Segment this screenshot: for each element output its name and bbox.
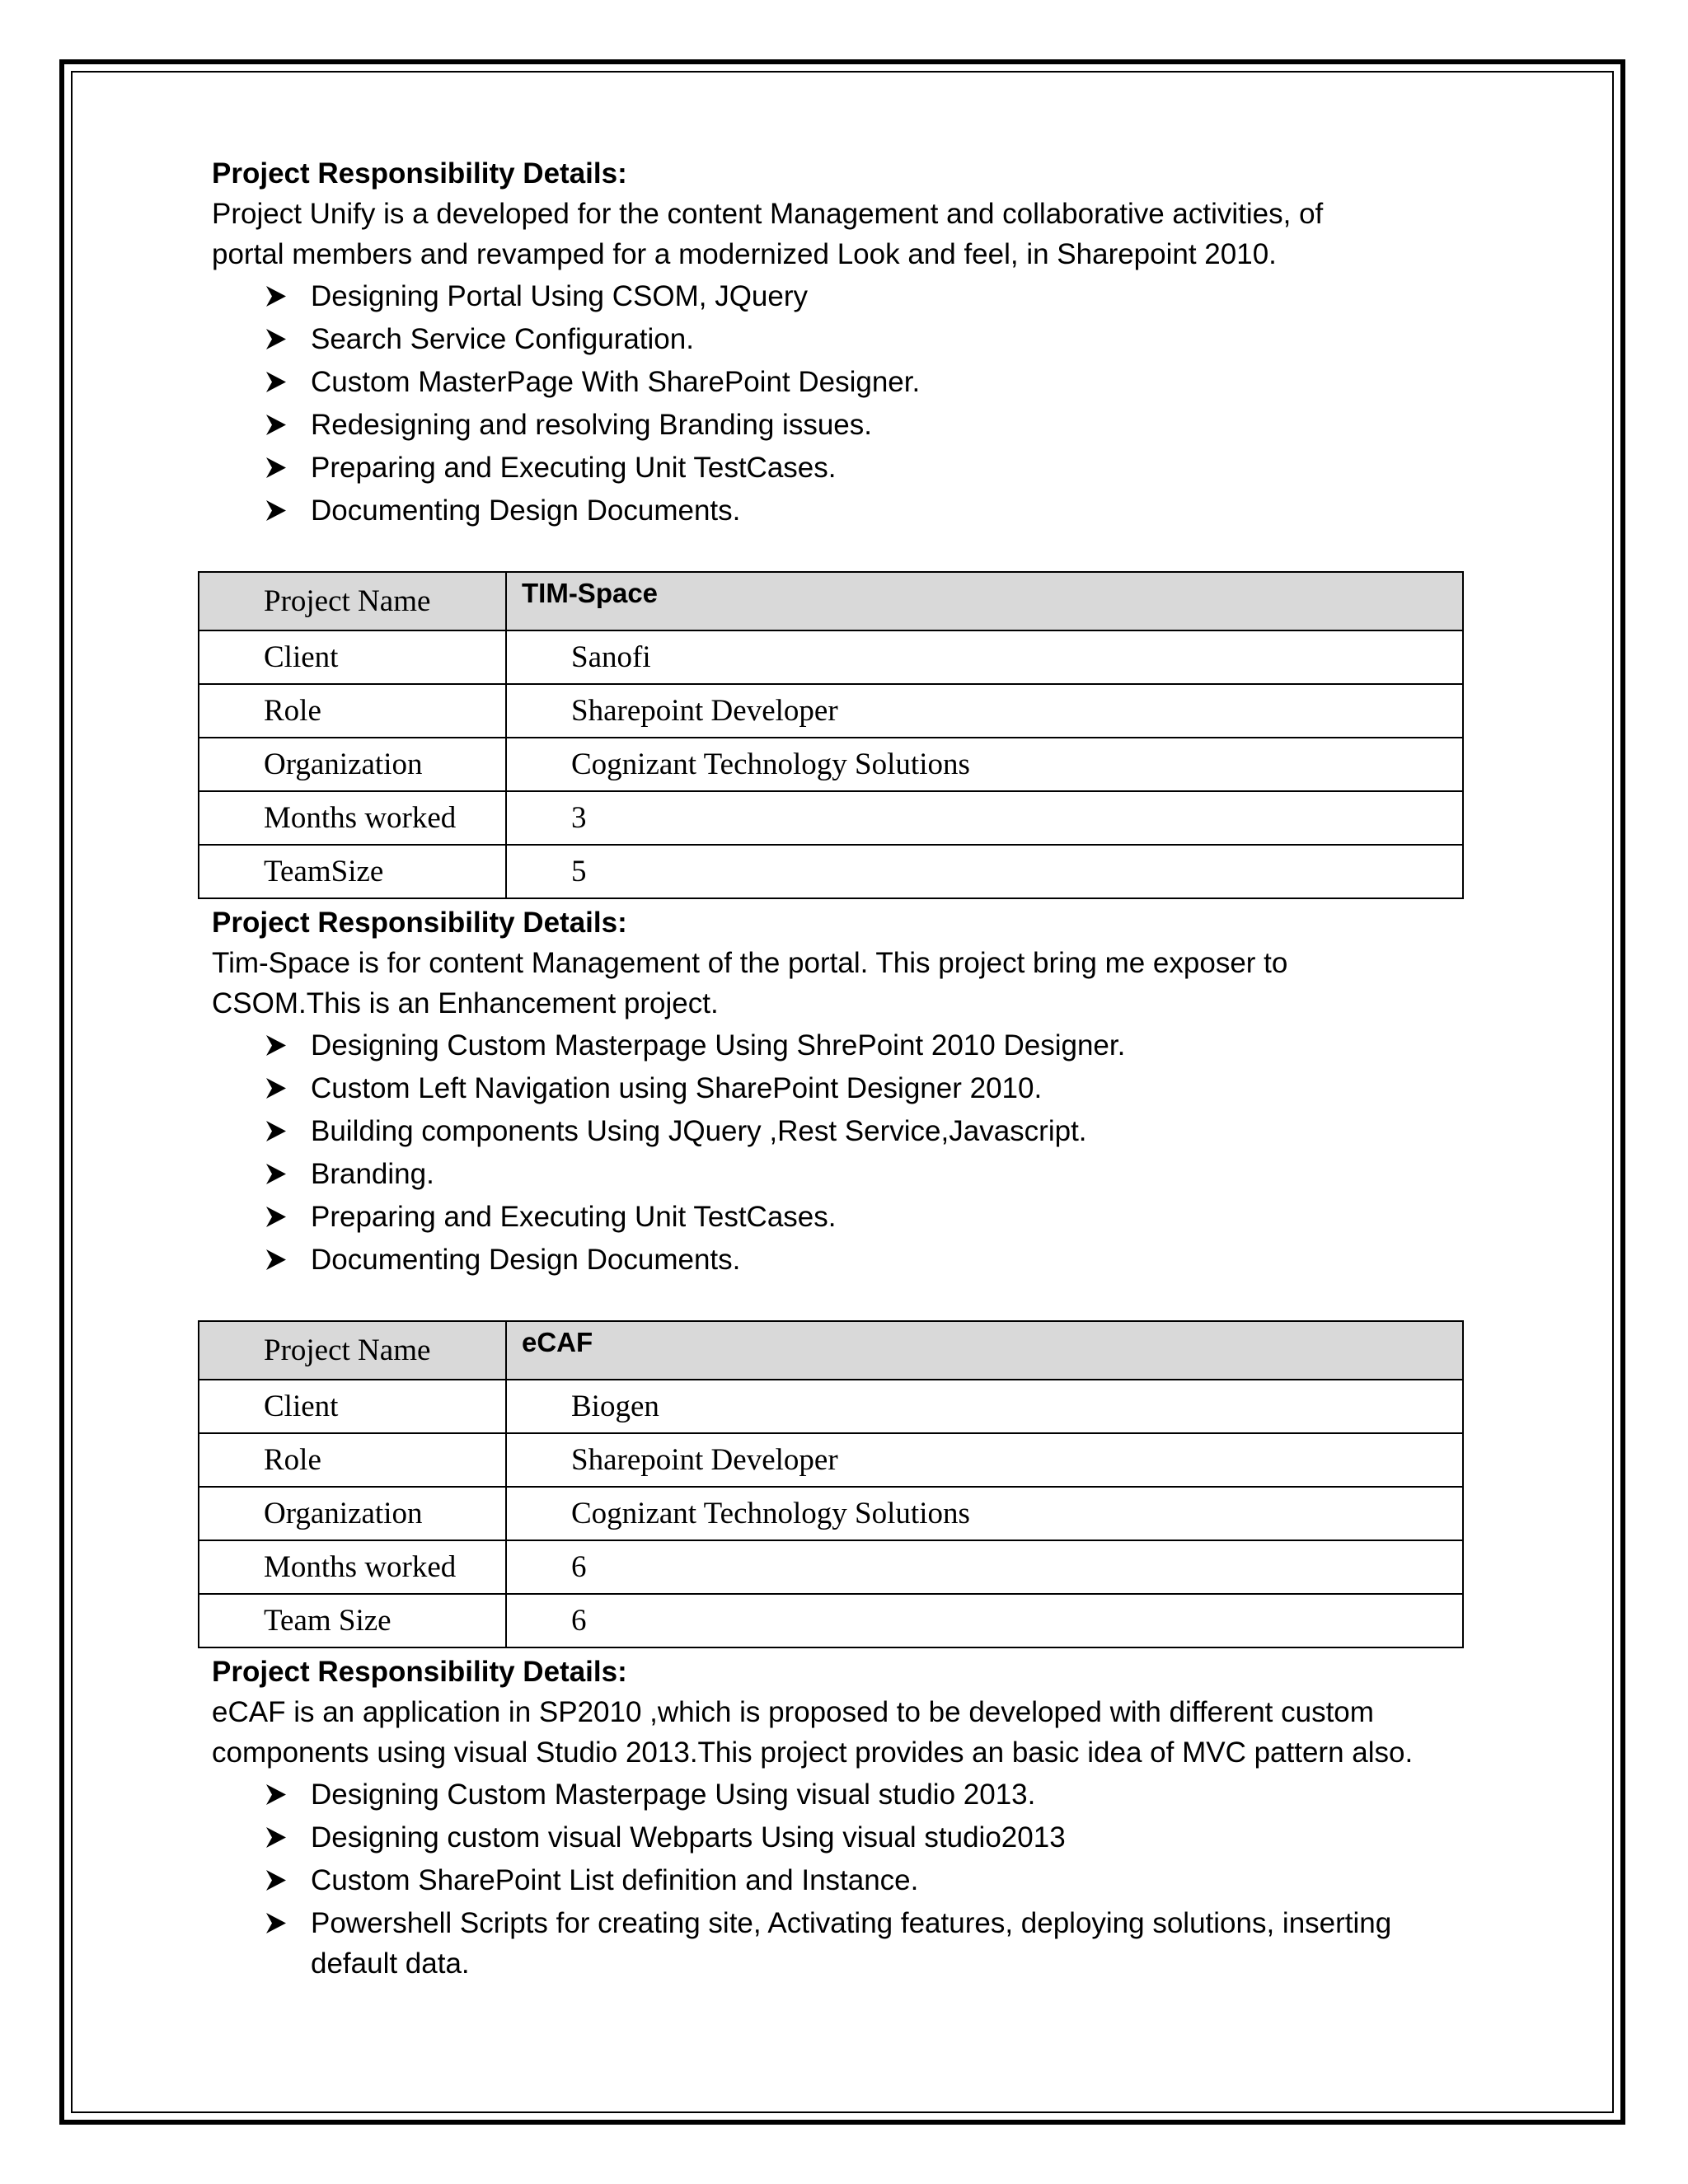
list-item	[261, 448, 1465, 488]
table-cell-label: Organization	[199, 738, 506, 791]
arrowhead-bullet-icon	[261, 1860, 291, 1900]
arrowhead-bullet-icon	[261, 276, 291, 316]
list-item	[261, 1860, 1465, 1900]
table-cell-label: Client	[199, 1380, 506, 1433]
table-cell-label: Role	[199, 1433, 506, 1487]
bullet-text: Preparing and Executing Unit TestCases.	[311, 1201, 837, 1233]
list-item	[261, 1068, 1465, 1108]
arrowhead-bullet-icon	[261, 405, 291, 445]
table-cell-label: Project Name	[199, 1321, 506, 1380]
list-item	[261, 1903, 1465, 1984]
project-table-tim-space	[198, 571, 1464, 899]
table-row	[199, 1380, 1463, 1433]
list-item	[261, 1240, 1465, 1280]
table-row	[199, 845, 1463, 898]
list-item	[261, 405, 1465, 445]
document-content	[212, 153, 1465, 1986]
section3-bullet-list	[212, 1774, 1465, 1984]
bullet-text: Powershell Scripts for creating site, Activating features, deploying solutions, inserting default data.	[311, 1907, 1392, 1980]
table-cell-project-name: TIM-Space	[506, 572, 1463, 630]
arrowhead-bullet-icon	[261, 362, 291, 402]
table-cell-label: Months worked	[199, 791, 506, 845]
section2-bullet-list	[212, 1025, 1465, 1280]
list-item	[261, 362, 1465, 402]
arrowhead-bullet-icon	[261, 1240, 291, 1280]
table-cell-label: Organization	[199, 1487, 506, 1540]
bullet-text: Designing custom visual Webparts Using visual studio2013	[311, 1821, 1066, 1854]
table-cell-project-name: eCAF	[506, 1321, 1463, 1380]
table-cell-label: TeamSize	[199, 845, 506, 898]
table-row	[199, 572, 1463, 630]
arrowhead-bullet-icon	[261, 319, 291, 359]
list-item	[261, 490, 1465, 531]
table-cell-label: Team Size	[199, 1594, 506, 1647]
bullet-text: Branding.	[311, 1158, 434, 1190]
list-item	[261, 276, 1465, 316]
section3-description-line2: components using visual Studio 2013.This project provides an basic idea of MVC pattern also.	[212, 1736, 1414, 1769]
arrowhead-bullet-icon	[261, 1197, 291, 1237]
bullet-text: Custom MasterPage With SharePoint Designer.	[311, 366, 921, 398]
table-row	[199, 1433, 1463, 1487]
arrowhead-bullet-icon	[261, 490, 291, 531]
table-cell-value: Sharepoint Developer	[506, 684, 1463, 738]
table-row	[199, 1594, 1463, 1647]
list-item	[261, 1817, 1465, 1858]
project-table-ecaf	[198, 1320, 1464, 1648]
bullet-text: Custom SharePoint List definition and Instance.	[311, 1864, 919, 1896]
table-row	[199, 1540, 1463, 1594]
arrowhead-bullet-icon	[261, 448, 291, 488]
list-item	[261, 1154, 1465, 1194]
table-cell-value: Sanofi	[506, 630, 1463, 684]
list-item	[261, 1111, 1465, 1151]
bullet-text: Documenting Design Documents.	[311, 1244, 741, 1276]
section2-description-line2: CSOM.This is an Enhancement project.	[212, 987, 719, 1019]
table-row	[199, 738, 1463, 791]
arrowhead-bullet-icon	[261, 1068, 291, 1108]
arrowhead-bullet-icon	[261, 1903, 291, 1943]
bullet-text: Building components Using JQuery ,Rest Service,Javascript.	[311, 1115, 1087, 1147]
arrowhead-bullet-icon	[261, 1817, 291, 1858]
section3-description-line1: eCAF is an application in SP2010 ,which is proposed to be developed with different custom	[212, 1696, 1374, 1728]
table-cell-label: Months worked	[199, 1540, 506, 1594]
table-cell-label: Role	[199, 684, 506, 738]
bullet-text: Documenting Design Documents.	[311, 494, 741, 527]
section2-description-line1: Tim-Space is for content Management of the portal. This project bring me exposer to	[212, 947, 1288, 979]
bullet-text: Designing Custom Masterpage Using visual studio 2013.	[311, 1779, 1036, 1811]
table-cell-value: 6	[506, 1594, 1463, 1647]
arrowhead-bullet-icon	[261, 1154, 291, 1194]
section2-heading: Project Responsibility Details:	[212, 907, 627, 939]
table-cell-value: 6	[506, 1540, 1463, 1594]
table-cell-value: Sharepoint Developer	[506, 1433, 1463, 1487]
table-cell-value: 5	[506, 845, 1463, 898]
table-row	[199, 630, 1463, 684]
table-row	[199, 1321, 1463, 1380]
bullet-text: Redesigning and resolving Branding issues.	[311, 409, 872, 441]
bullet-text: Preparing and Executing Unit TestCases.	[311, 452, 837, 484]
table-cell-value: Cognizant Technology Solutions	[506, 1487, 1463, 1540]
list-item	[261, 1025, 1465, 1066]
section1-description-line1: Project Unify is a developed for the content Management and collaborative activities, of	[212, 198, 1324, 230]
table-cell-value: Biogen	[506, 1380, 1463, 1433]
bullet-text: Designing Custom Masterpage Using ShrePoint 2010 Designer.	[311, 1029, 1126, 1062]
table-cell-label: Client	[199, 630, 506, 684]
table-cell-value: 3	[506, 791, 1463, 845]
list-item	[261, 319, 1465, 359]
table-cell-label: Project Name	[199, 572, 506, 630]
arrowhead-bullet-icon	[261, 1774, 291, 1815]
list-item	[261, 1197, 1465, 1237]
section1-description-line2: portal members and revamped for a modernized Look and feel, in Sharepoint 2010.	[212, 238, 1277, 270]
bullet-text: Custom Left Navigation using SharePoint Designer 2010.	[311, 1072, 1043, 1104]
table-cell-value: Cognizant Technology Solutions	[506, 738, 1463, 791]
arrowhead-bullet-icon	[261, 1025, 291, 1066]
table-row	[199, 1487, 1463, 1540]
list-item	[261, 1774, 1465, 1815]
table-row	[199, 791, 1463, 845]
section1-bullet-list	[212, 276, 1465, 531]
bullet-text: Designing Portal Using CSOM, JQuery	[311, 280, 808, 312]
section3-heading: Project Responsibility Details:	[212, 1656, 627, 1688]
section1-heading: Project Responsibility Details:	[212, 157, 627, 190]
table-row	[199, 684, 1463, 738]
bullet-text: Search Service Configuration.	[311, 323, 694, 355]
arrowhead-bullet-icon	[261, 1111, 291, 1151]
